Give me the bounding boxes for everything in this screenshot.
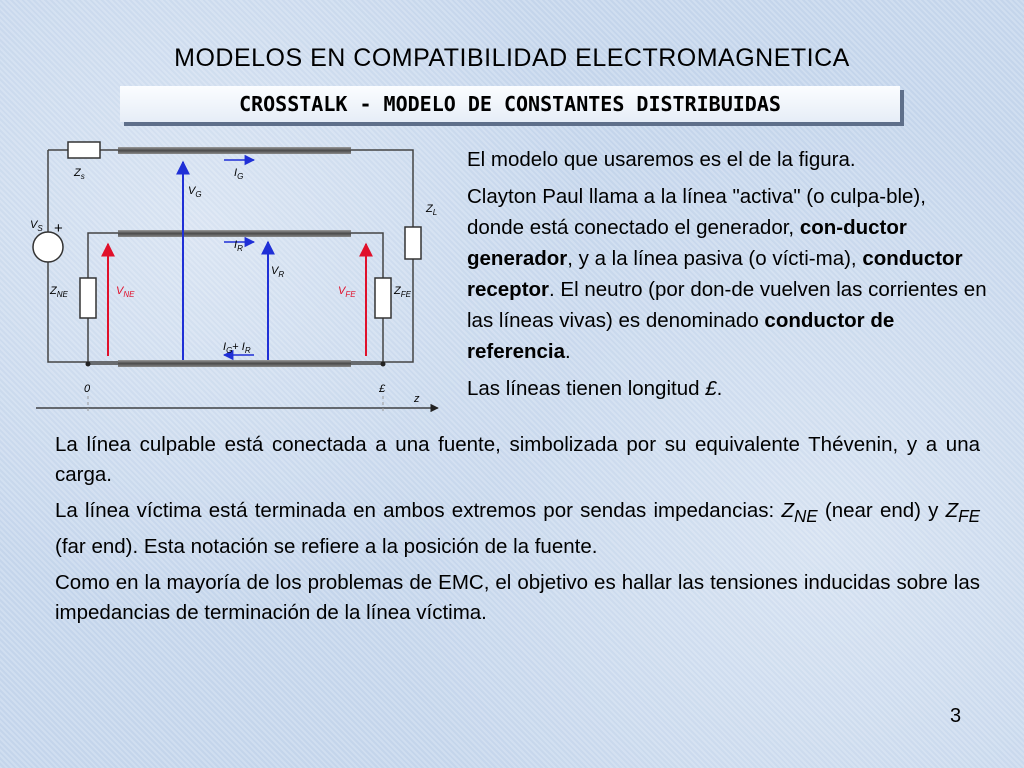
label-zl: $Z_L$	[426, 203, 438, 217]
label-zfe: $Z_{FE}$	[394, 285, 411, 299]
node-dot	[86, 362, 91, 367]
page-number: 3	[950, 705, 962, 727]
receptor-conductor	[118, 230, 351, 237]
zfe-impedance	[375, 278, 391, 318]
zl-impedance	[405, 227, 421, 259]
bottom-text-block	[55, 430, 980, 634]
slide-subtitle: CROSSTALK - MODELO DE CONSTANTES DISTRIBUIDAS	[120, 86, 900, 122]
text-paragraph: Clayton Paul llama a la línea "activa" (o culpa-ble), donde está conectado el generador, con-ductor generador, y a la línea pasiva (o vícti-ma), conductor receptor. El neutro (por don-de vuelven las corrientes en las líneas vivas) es denominado conductor de referencia.	[467, 185, 987, 363]
slide-title: MODELOS EN COMPATIBILIDAD ELECTROMAGNETICA	[174, 44, 850, 72]
label-z-axis: z	[414, 393, 420, 405]
label-vr: $V_R$	[271, 265, 285, 279]
label-vfe: $V_{FE}$	[338, 285, 356, 299]
text-paragraph: Las líneas tienen longitud £.	[467, 377, 723, 400]
zne-impedance	[80, 278, 96, 318]
text-paragraph: El modelo que usaremos es el de la figura.	[467, 148, 856, 171]
crosstalk-circuit-diagram	[28, 132, 448, 422]
label-return-current: $I_G+ I_R$	[223, 341, 251, 355]
label-length: £	[379, 383, 386, 395]
label-ir: $I_R$	[234, 239, 243, 253]
text-paragraph: La línea culpable está conectada a una fuente, simbolizada por su equivalente Thévenin, y a una carga.	[55, 433, 980, 486]
generator-wire	[48, 150, 413, 362]
label-vg: $V_G$	[188, 185, 202, 199]
label-plus: +	[54, 220, 63, 237]
node-dot	[381, 362, 386, 367]
label-zs: $Z_s$	[74, 167, 85, 181]
reference-conductor	[118, 360, 351, 367]
label-ig: $I_G$	[234, 167, 244, 181]
generator-conductor	[118, 147, 351, 154]
text-paragraph: Como en la mayoría de los problemas de EMC, el objetivo es hallar las tensiones inducidas sobre las impedancias de terminación de la línea víctima.	[55, 571, 980, 625]
text-paragraph: La línea víctima está terminada en ambos extremos por sendas impedancias: $Z_{NE}$ (near end) y $Z_{FE}$ (far end). Esta notación se refiere a la posición de la fuente.	[55, 499, 980, 559]
zs-impedance	[68, 142, 100, 158]
label-zne: $Z_{NE}$	[50, 285, 68, 299]
label-vne: $V_{NE}$	[116, 285, 135, 299]
label-zero: 0	[84, 383, 91, 395]
label-vs: $V_S$	[30, 219, 43, 233]
right-text-block	[467, 144, 987, 410]
